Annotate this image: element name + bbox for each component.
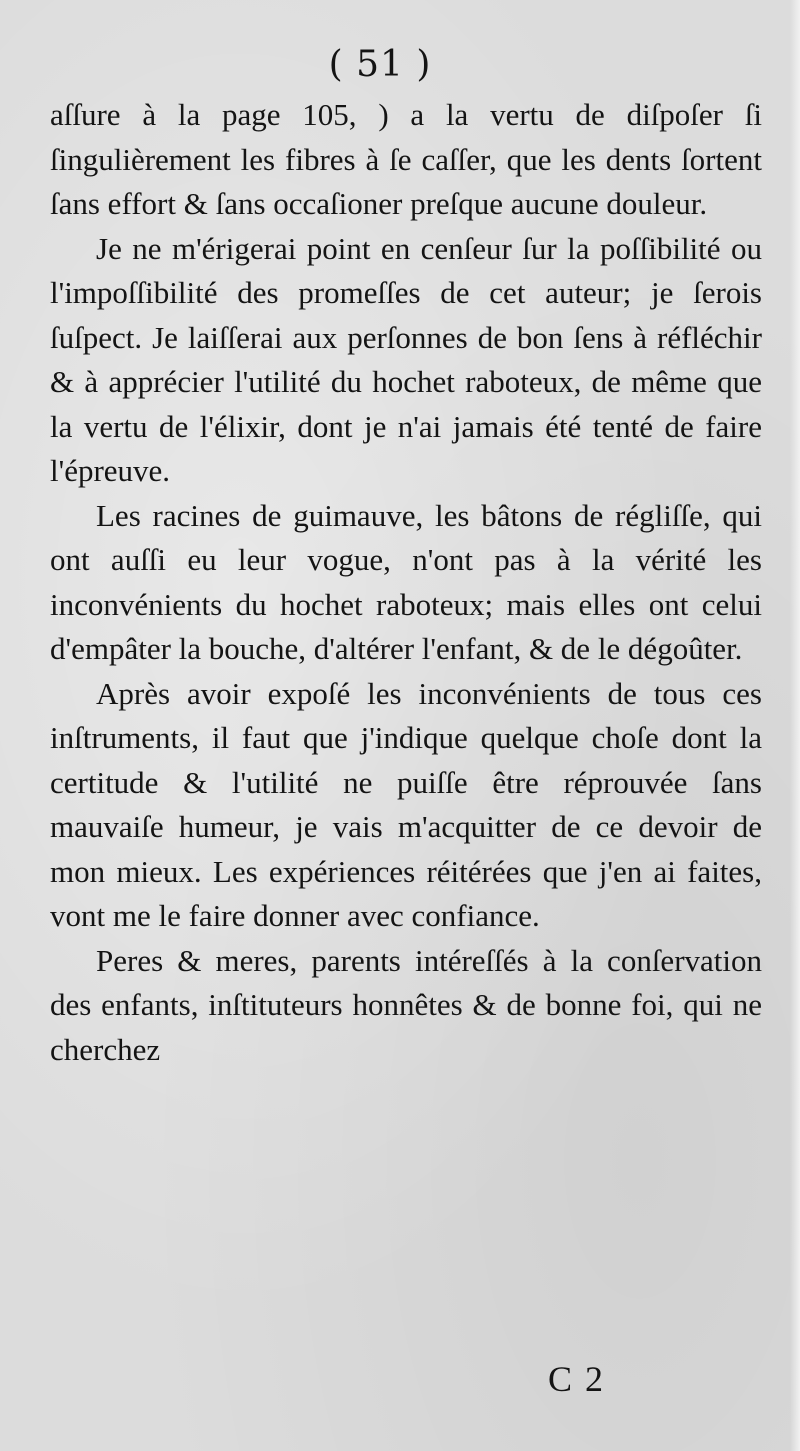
page-body-text [50, 93, 762, 1072]
page-number-header: ( 51 ) [328, 44, 432, 85]
signature-mark: C 2 [548, 1359, 606, 1399]
paragraph: Peres & meres, parents intéreſſés à la conſervation des enfants, inſtituteurs honnêtes & de bonne foi, qui ne cherchez [50, 942, 762, 1067]
paragraph-continuation: aſſure à la page 105, ) a la vertu de diſpoſer ſi ſingulièrement les fibres à ſe caſſer, que les dents ſortent ſans effort & ſans occaſioner preſque aucune douleur. [50, 97, 762, 221]
paragraph: Après avoir expoſé les inconvénients de tous ces inſtruments, il faut que j'indique quelque choſe dont la certitude & l'utilité ne puiſſe être réprouvée ſans mauvaiſe humeur, je vais m'acquitter de ce devoir de mon mieux. Les expériences réitérées que j'en ai faites, vont me le faire donner avec confiance. [50, 675, 762, 933]
paragraph: Je ne m'érigerai point en cenſeur ſur la poſſibilité ou l'impoſſibilité des promeſſes de cet auteur; je ſerois ſuſpect. Je laiſſerai aux perſonnes de bon ſens à réfléchir & à apprécier l'utilité du hochet raboteux, de même que la vertu de l'élixir, dont je n'ai jamais été tenté de faire l'épreuve. [50, 230, 762, 488]
page-edge [790, 0, 800, 1451]
paragraph: Les racines de guimauve, les bâtons de régliſſe, qui ont auſſi eu leur vogue, n'ont pas à la vérité les inconvénients du hochet raboteux; mais elles ont celui d'empâter la bouche, d'altérer l'enfant, & de le dégoûter. [50, 497, 762, 666]
